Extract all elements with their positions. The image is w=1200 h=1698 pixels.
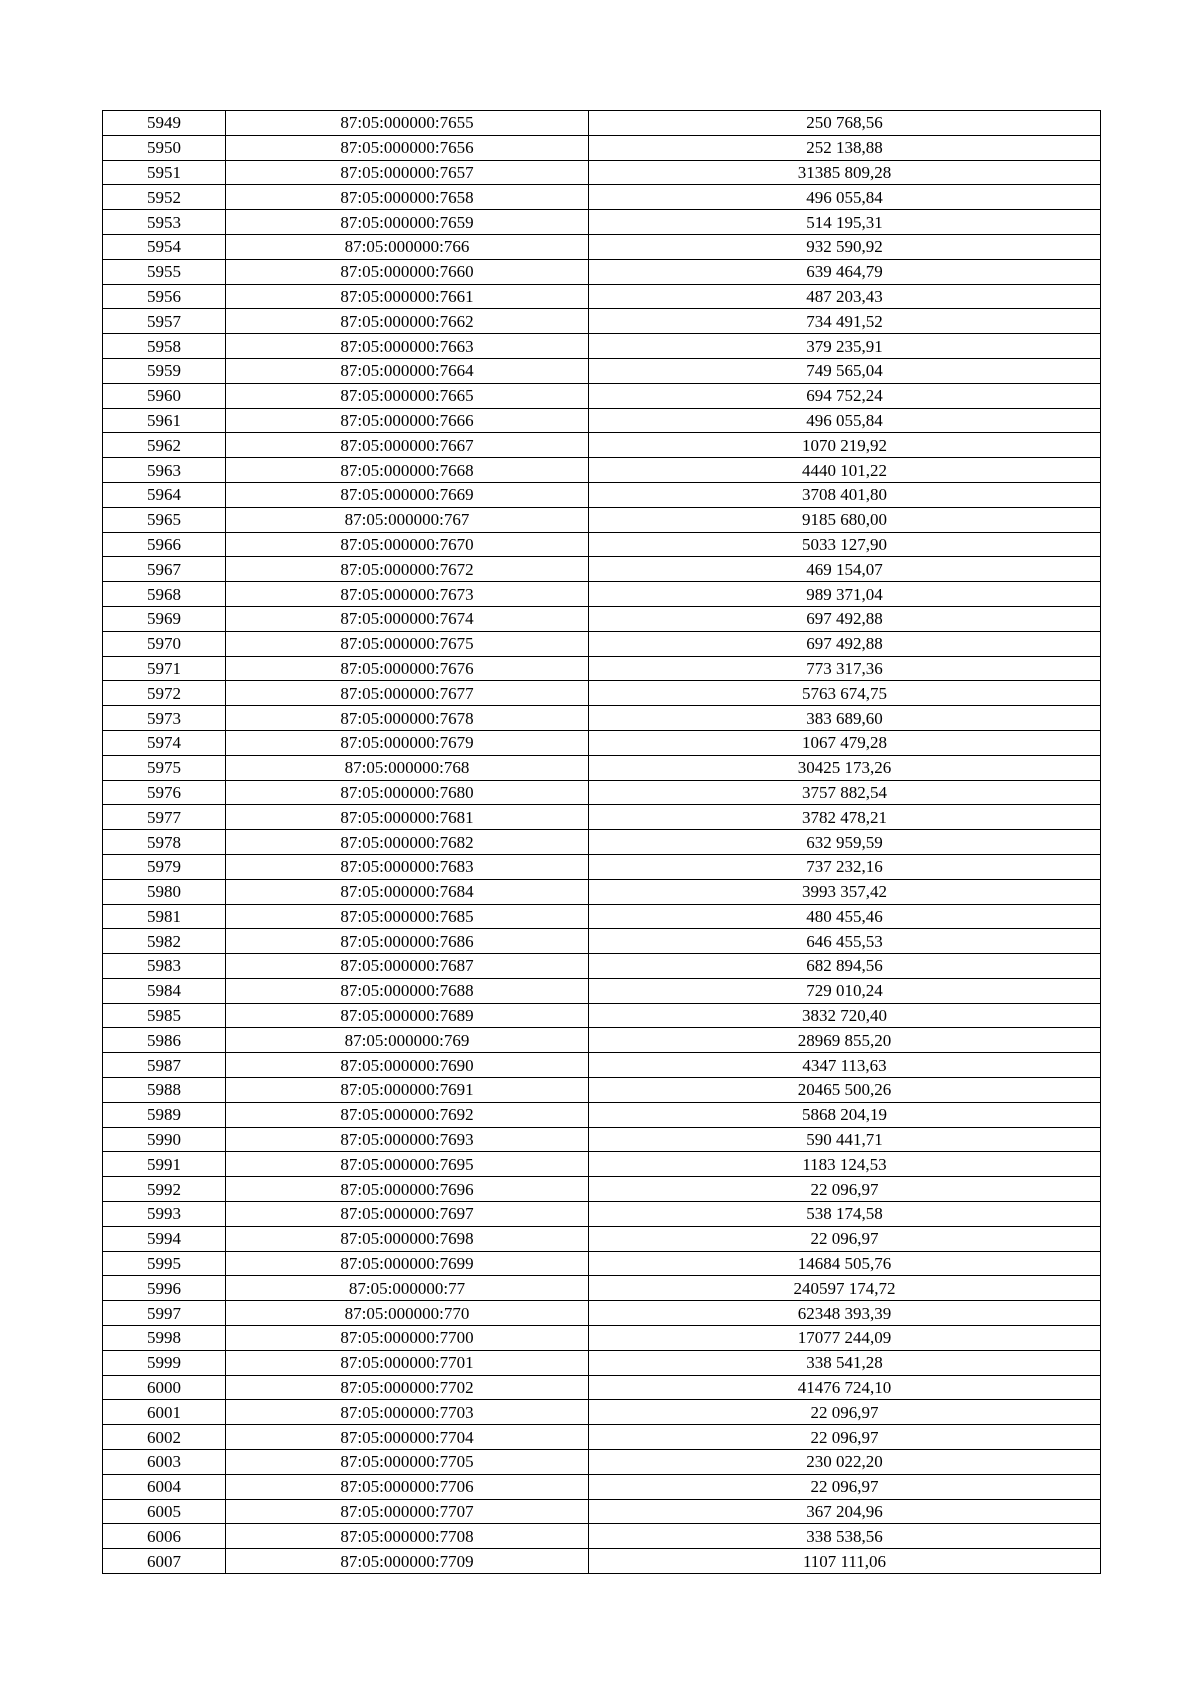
table-row	[103, 210, 1101, 235]
cadastral-number-cell: 87:05:000000:7667	[226, 433, 589, 458]
value-cell: 3782 478,21	[589, 805, 1101, 830]
cadastral-number-cell: 87:05:000000:7684	[226, 879, 589, 904]
value-cell: 5763 674,75	[589, 681, 1101, 706]
cadastral-number-cell: 87:05:000000:7664	[226, 358, 589, 383]
cadastral-number-cell: 87:05:000000:7677	[226, 681, 589, 706]
row-number-cell: 5954	[103, 234, 226, 259]
row-number-cell: 5991	[103, 1152, 226, 1177]
cadastral-value-table	[102, 110, 1101, 1574]
table-row	[103, 1152, 1101, 1177]
table-row	[103, 730, 1101, 755]
value-cell: 20465 500,26	[589, 1078, 1101, 1103]
table-row	[103, 606, 1101, 631]
row-number-cell: 5974	[103, 730, 226, 755]
table-row	[103, 1301, 1101, 1326]
cadastral-number-cell: 87:05:000000:770	[226, 1301, 589, 1326]
row-number-cell: 5980	[103, 879, 226, 904]
table-row	[103, 532, 1101, 557]
table-row	[103, 904, 1101, 929]
table-row	[103, 309, 1101, 334]
row-number-cell: 6004	[103, 1474, 226, 1499]
value-cell: 590 441,71	[589, 1127, 1101, 1152]
table-row	[103, 284, 1101, 309]
row-number-cell: 5964	[103, 482, 226, 507]
value-cell: 737 232,16	[589, 854, 1101, 879]
cadastral-number-cell: 87:05:000000:7659	[226, 210, 589, 235]
table-row	[103, 1003, 1101, 1028]
row-number-cell: 6001	[103, 1400, 226, 1425]
value-cell: 694 752,24	[589, 383, 1101, 408]
row-number-cell: 5968	[103, 582, 226, 607]
cadastral-number-cell: 87:05:000000:767	[226, 507, 589, 532]
row-number-cell: 6003	[103, 1450, 226, 1475]
cadastral-number-cell: 87:05:000000:7697	[226, 1202, 589, 1227]
cadastral-number-cell: 87:05:000000:7678	[226, 706, 589, 731]
value-cell: 487 203,43	[589, 284, 1101, 309]
value-cell: 252 138,88	[589, 135, 1101, 160]
cadastral-number-cell: 87:05:000000:7702	[226, 1375, 589, 1400]
value-cell: 480 455,46	[589, 904, 1101, 929]
value-cell: 538 174,58	[589, 1202, 1101, 1227]
row-number-cell: 5993	[103, 1202, 226, 1227]
cadastral-number-cell: 87:05:000000:7673	[226, 582, 589, 607]
table-row	[103, 1202, 1101, 1227]
cadastral-number-cell: 87:05:000000:7700	[226, 1326, 589, 1351]
cadastral-number-cell: 87:05:000000:768	[226, 755, 589, 780]
row-number-cell: 5962	[103, 433, 226, 458]
cadastral-number-cell: 87:05:000000:7663	[226, 334, 589, 359]
table-row	[103, 706, 1101, 731]
cadastral-number-cell: 87:05:000000:7688	[226, 978, 589, 1003]
value-cell: 62348 393,39	[589, 1301, 1101, 1326]
row-number-cell: 5952	[103, 185, 226, 210]
table-row	[103, 1499, 1101, 1524]
cadastral-number-cell: 87:05:000000:7672	[226, 557, 589, 582]
value-cell: 22 096,97	[589, 1474, 1101, 1499]
row-number-cell: 5960	[103, 383, 226, 408]
value-cell: 22 096,97	[589, 1177, 1101, 1202]
table-row	[103, 1028, 1101, 1053]
row-number-cell: 6005	[103, 1499, 226, 1524]
value-cell: 3708 401,80	[589, 482, 1101, 507]
row-number-cell: 5994	[103, 1226, 226, 1251]
row-number-cell: 5979	[103, 854, 226, 879]
cadastral-number-cell: 87:05:000000:7698	[226, 1226, 589, 1251]
row-number-cell: 5985	[103, 1003, 226, 1028]
row-number-cell: 5992	[103, 1177, 226, 1202]
value-cell: 932 590,92	[589, 234, 1101, 259]
row-number-cell: 5997	[103, 1301, 226, 1326]
table-row	[103, 408, 1101, 433]
table-row	[103, 879, 1101, 904]
cadastral-number-cell: 87:05:000000:7692	[226, 1102, 589, 1127]
cadastral-number-cell: 87:05:000000:7705	[226, 1450, 589, 1475]
cadastral-number-cell: 87:05:000000:7670	[226, 532, 589, 557]
value-cell: 1067 479,28	[589, 730, 1101, 755]
row-number-cell: 5990	[103, 1127, 226, 1152]
value-cell: 3757 882,54	[589, 780, 1101, 805]
table-row	[103, 1549, 1101, 1574]
value-cell: 646 455,53	[589, 929, 1101, 954]
row-number-cell: 6007	[103, 1549, 226, 1574]
cadastral-number-cell: 87:05:000000:7658	[226, 185, 589, 210]
row-number-cell: 5976	[103, 780, 226, 805]
value-cell: 697 492,88	[589, 606, 1101, 631]
table-row	[103, 433, 1101, 458]
cadastral-number-cell: 87:05:000000:7668	[226, 458, 589, 483]
cadastral-number-cell: 87:05:000000:7704	[226, 1425, 589, 1450]
row-number-cell: 5996	[103, 1276, 226, 1301]
value-cell: 496 055,84	[589, 408, 1101, 433]
table-row	[103, 1053, 1101, 1078]
value-cell: 41476 724,10	[589, 1375, 1101, 1400]
cadastral-number-cell: 87:05:000000:7680	[226, 780, 589, 805]
cadastral-number-cell: 87:05:000000:7686	[226, 929, 589, 954]
table-row	[103, 1177, 1101, 1202]
table-row	[103, 1474, 1101, 1499]
row-number-cell: 5995	[103, 1251, 226, 1276]
value-cell: 9185 680,00	[589, 507, 1101, 532]
cadastral-number-cell: 87:05:000000:7660	[226, 259, 589, 284]
table-row	[103, 978, 1101, 1003]
value-cell: 22 096,97	[589, 1425, 1101, 1450]
cadastral-number-cell: 87:05:000000:7689	[226, 1003, 589, 1028]
value-cell: 3993 357,42	[589, 879, 1101, 904]
value-cell: 22 096,97	[589, 1226, 1101, 1251]
value-cell: 230 022,20	[589, 1450, 1101, 1475]
cadastral-number-cell: 87:05:000000:7708	[226, 1524, 589, 1549]
table-row	[103, 1450, 1101, 1475]
row-number-cell: 5983	[103, 954, 226, 979]
cadastral-number-cell: 87:05:000000:7685	[226, 904, 589, 929]
value-cell: 697 492,88	[589, 631, 1101, 656]
cadastral-number-cell: 87:05:000000:7679	[226, 730, 589, 755]
value-cell: 729 010,24	[589, 978, 1101, 1003]
table-row	[103, 929, 1101, 954]
row-number-cell: 6006	[103, 1524, 226, 1549]
table-row	[103, 631, 1101, 656]
table-row	[103, 1400, 1101, 1425]
cadastral-number-cell: 87:05:000000:7665	[226, 383, 589, 408]
value-cell: 773 317,36	[589, 656, 1101, 681]
row-number-cell: 6000	[103, 1375, 226, 1400]
row-number-cell: 5978	[103, 830, 226, 855]
row-number-cell: 5972	[103, 681, 226, 706]
table-row	[103, 1078, 1101, 1103]
row-number-cell: 5999	[103, 1350, 226, 1375]
table-row	[103, 1127, 1101, 1152]
row-number-cell: 5988	[103, 1078, 226, 1103]
row-number-cell: 5961	[103, 408, 226, 433]
table-row	[103, 135, 1101, 160]
cadastral-number-cell: 87:05:000000:7675	[226, 631, 589, 656]
value-cell: 28969 855,20	[589, 1028, 1101, 1053]
value-cell: 14684 505,76	[589, 1251, 1101, 1276]
row-number-cell: 5956	[103, 284, 226, 309]
value-cell: 250 768,56	[589, 111, 1101, 136]
row-number-cell: 5998	[103, 1326, 226, 1351]
table-row	[103, 458, 1101, 483]
table-row	[103, 334, 1101, 359]
row-number-cell: 5950	[103, 135, 226, 160]
row-number-cell: 5986	[103, 1028, 226, 1053]
table-row	[103, 1326, 1101, 1351]
value-cell: 469 154,07	[589, 557, 1101, 582]
table-row	[103, 1102, 1101, 1127]
cadastral-number-cell: 87:05:000000:7661	[226, 284, 589, 309]
cadastral-number-cell: 87:05:000000:7701	[226, 1350, 589, 1375]
table-row	[103, 1375, 1101, 1400]
row-number-cell: 5973	[103, 706, 226, 731]
cadastral-number-cell: 87:05:000000:7693	[226, 1127, 589, 1152]
table-row	[103, 681, 1101, 706]
cadastral-number-cell: 87:05:000000:7691	[226, 1078, 589, 1103]
row-number-cell: 5969	[103, 606, 226, 631]
cadastral-number-cell: 87:05:000000:77	[226, 1276, 589, 1301]
row-number-cell: 5955	[103, 259, 226, 284]
table-row	[103, 1425, 1101, 1450]
table-body	[103, 111, 1101, 1574]
cadastral-number-cell: 87:05:000000:7687	[226, 954, 589, 979]
table-row	[103, 755, 1101, 780]
cadastral-number-cell: 87:05:000000:7674	[226, 606, 589, 631]
value-cell: 4440 101,22	[589, 458, 1101, 483]
cadastral-number-cell: 87:05:000000:7682	[226, 830, 589, 855]
row-number-cell: 5953	[103, 210, 226, 235]
cadastral-number-cell: 87:05:000000:7683	[226, 854, 589, 879]
table-row	[103, 358, 1101, 383]
table-row	[103, 830, 1101, 855]
row-number-cell: 5957	[103, 309, 226, 334]
value-cell: 749 565,04	[589, 358, 1101, 383]
value-cell: 3832 720,40	[589, 1003, 1101, 1028]
value-cell: 1070 219,92	[589, 433, 1101, 458]
row-number-cell: 5977	[103, 805, 226, 830]
table-row	[103, 383, 1101, 408]
row-number-cell: 5975	[103, 755, 226, 780]
cadastral-number-cell: 87:05:000000:7690	[226, 1053, 589, 1078]
value-cell: 367 204,96	[589, 1499, 1101, 1524]
value-cell: 682 894,56	[589, 954, 1101, 979]
value-cell: 383 689,60	[589, 706, 1101, 731]
table-row	[103, 111, 1101, 136]
table-row	[103, 1276, 1101, 1301]
table-row	[103, 780, 1101, 805]
cadastral-number-cell: 87:05:000000:7696	[226, 1177, 589, 1202]
cadastral-number-cell: 87:05:000000:7703	[226, 1400, 589, 1425]
value-cell: 632 959,59	[589, 830, 1101, 855]
value-cell: 989 371,04	[589, 582, 1101, 607]
value-cell: 5033 127,90	[589, 532, 1101, 557]
table-row	[103, 656, 1101, 681]
table-row	[103, 1226, 1101, 1251]
table-row	[103, 557, 1101, 582]
row-number-cell: 5949	[103, 111, 226, 136]
cadastral-number-cell: 87:05:000000:7657	[226, 160, 589, 185]
row-number-cell: 5963	[103, 458, 226, 483]
value-cell: 338 541,28	[589, 1350, 1101, 1375]
value-cell: 30425 173,26	[589, 755, 1101, 780]
cadastral-number-cell: 87:05:000000:7656	[226, 135, 589, 160]
table-row	[103, 259, 1101, 284]
row-number-cell: 5981	[103, 904, 226, 929]
table-row	[103, 160, 1101, 185]
table-row	[103, 185, 1101, 210]
row-number-cell: 5959	[103, 358, 226, 383]
cadastral-number-cell: 87:05:000000:7695	[226, 1152, 589, 1177]
cadastral-number-cell: 87:05:000000:7662	[226, 309, 589, 334]
cadastral-number-cell: 87:05:000000:7681	[226, 805, 589, 830]
value-cell: 514 195,31	[589, 210, 1101, 235]
row-number-cell: 5989	[103, 1102, 226, 1127]
value-cell: 379 235,91	[589, 334, 1101, 359]
row-number-cell: 5965	[103, 507, 226, 532]
value-cell: 496 055,84	[589, 185, 1101, 210]
cadastral-number-cell: 87:05:000000:7699	[226, 1251, 589, 1276]
cadastral-number-cell: 87:05:000000:7706	[226, 1474, 589, 1499]
table-row	[103, 234, 1101, 259]
row-number-cell: 6002	[103, 1425, 226, 1450]
cadastral-number-cell: 87:05:000000:769	[226, 1028, 589, 1053]
value-cell: 1107 111,06	[589, 1549, 1101, 1574]
value-cell: 31385 809,28	[589, 160, 1101, 185]
value-cell: 240597 174,72	[589, 1276, 1101, 1301]
value-cell: 5868 204,19	[589, 1102, 1101, 1127]
cadastral-number-cell: 87:05:000000:766	[226, 234, 589, 259]
table-row	[103, 482, 1101, 507]
row-number-cell: 5970	[103, 631, 226, 656]
value-cell: 639 464,79	[589, 259, 1101, 284]
row-number-cell: 5971	[103, 656, 226, 681]
cadastral-number-cell: 87:05:000000:7676	[226, 656, 589, 681]
value-cell: 338 538,56	[589, 1524, 1101, 1549]
row-number-cell: 5984	[103, 978, 226, 1003]
row-number-cell: 5951	[103, 160, 226, 185]
cadastral-number-cell: 87:05:000000:7707	[226, 1499, 589, 1524]
table-row	[103, 854, 1101, 879]
table-row	[103, 954, 1101, 979]
value-cell: 1183 124,53	[589, 1152, 1101, 1177]
table-row	[103, 1524, 1101, 1549]
table-row	[103, 1350, 1101, 1375]
row-number-cell: 5982	[103, 929, 226, 954]
table-row	[103, 1251, 1101, 1276]
table-row	[103, 805, 1101, 830]
value-cell: 734 491,52	[589, 309, 1101, 334]
value-cell: 17077 244,09	[589, 1326, 1101, 1351]
row-number-cell: 5987	[103, 1053, 226, 1078]
row-number-cell: 5958	[103, 334, 226, 359]
row-number-cell: 5967	[103, 557, 226, 582]
table-row	[103, 582, 1101, 607]
value-cell: 4347 113,63	[589, 1053, 1101, 1078]
cadastral-number-cell: 87:05:000000:7709	[226, 1549, 589, 1574]
row-number-cell: 5966	[103, 532, 226, 557]
table-row	[103, 507, 1101, 532]
cadastral-number-cell: 87:05:000000:7666	[226, 408, 589, 433]
cadastral-number-cell: 87:05:000000:7655	[226, 111, 589, 136]
cadastral-number-cell: 87:05:000000:7669	[226, 482, 589, 507]
value-cell: 22 096,97	[589, 1400, 1101, 1425]
